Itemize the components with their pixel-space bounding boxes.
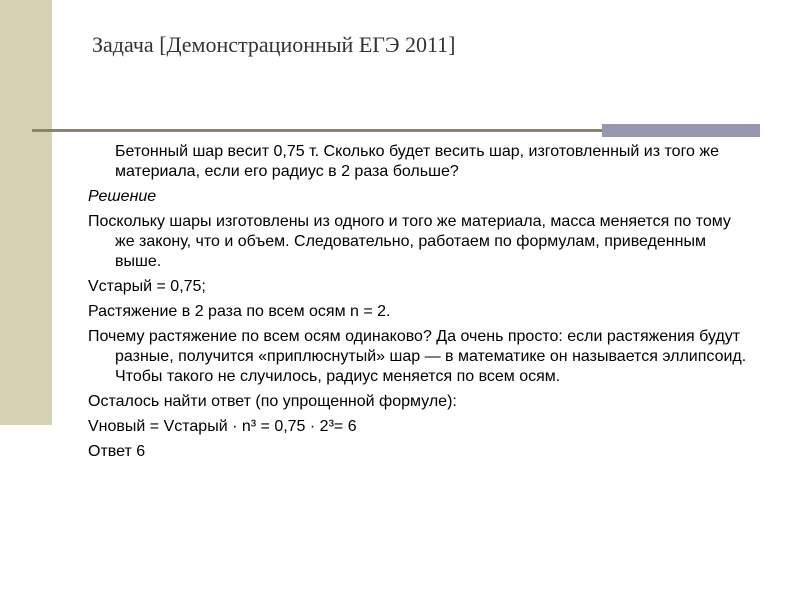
formula-line: Vновый = Vстарый · n³ = 0,75 · 2³= 6 (88, 418, 357, 435)
find-answer-line: Осталось найти ответ (по упрощенной формуле): (88, 393, 457, 410)
old-volume-line: Vстарый = 0,75; (88, 278, 206, 295)
title-divider (32, 129, 602, 132)
slide-title: Задача [Демонстрационный ЕГЭ 2011] (92, 32, 456, 57)
slide-body (88, 142, 748, 467)
answer-line: Ответ 6 (88, 443, 146, 460)
left-decorative-bar (0, 0, 52, 425)
solution-heading: Решение (88, 188, 157, 205)
solution-explanation: Поскольку шары изготовлены из одного и того же материала, масса меняется по тому же закону, что и объем. Следовательно, работаем по формулам, приведенным выше. (88, 213, 731, 270)
divider-accent-block (602, 124, 760, 137)
problem-statement: Бетонный шар весит 0,75 т. Сколько будет весить шар, изготовленный из того же материала, если его радиус в 2 раза больше? (115, 143, 719, 180)
scale-factor-line: Растяжение в 2 раза по всем осям n = 2. (88, 303, 391, 320)
ellipsoid-explanation: Почему растяжение по всем осям одинаково? Да очень просто: если растяжения будут разные, получится «приплюснутый» шар — в математике он называется эллипсоид. Чтобы такого не случилось, радиус меняется по всем осям. (88, 328, 747, 385)
